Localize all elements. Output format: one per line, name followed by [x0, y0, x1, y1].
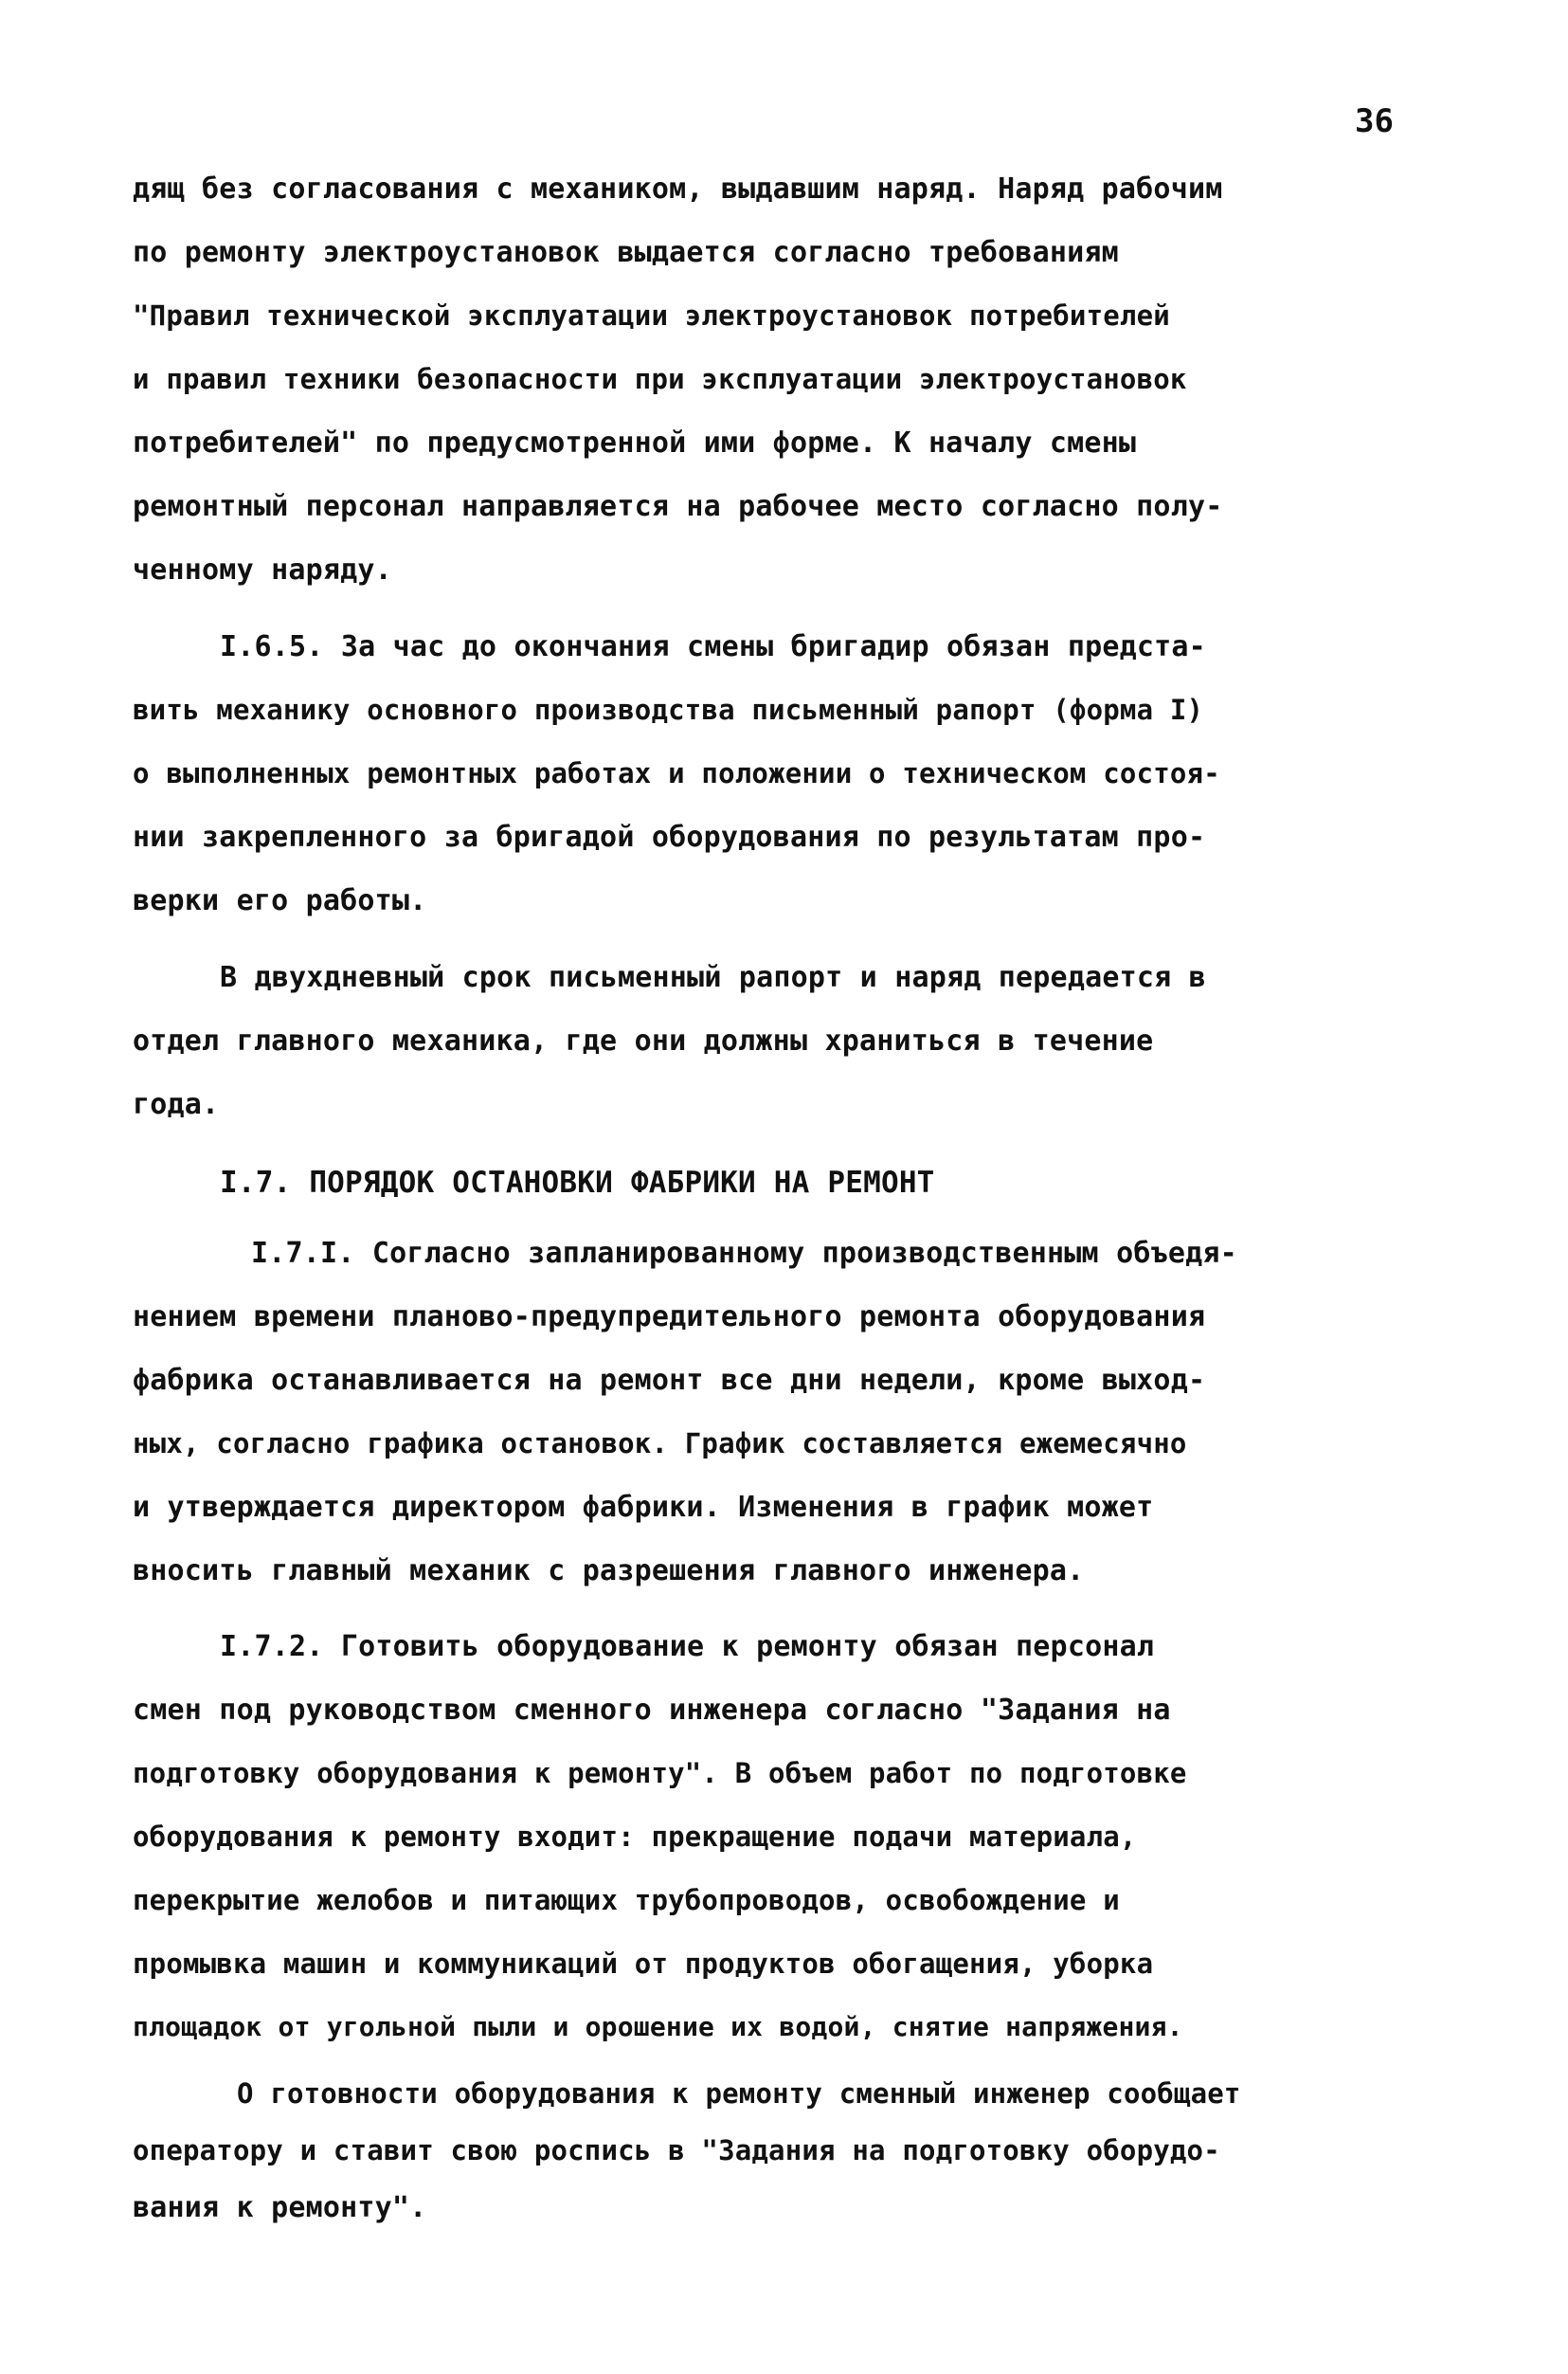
page-number: 36 — [1355, 102, 1394, 140]
text-line: фабрика останавливается на ремонт все дни недели, кроме выход- — [133, 1364, 1206, 1397]
text-line: I.6.5. За час до окончания смены бригадир обязан предста- — [220, 630, 1206, 663]
text-line: и правил техники безопасности при эксплуатации электроустановок — [133, 363, 1187, 395]
text-line: отдел главного механика, где они должны храниться в течение — [133, 1024, 1154, 1058]
text-line: перекрытие желобов и питающих трубопроводов, освобождение и — [133, 1884, 1120, 1916]
text-line: промывка машин и коммуникаций от продуктов обогащения, уборка — [133, 1948, 1154, 1980]
text-line: вания к ремонту". — [133, 2191, 427, 2224]
text-line: дящ без согласования с механиком, выдавшим наряд. Наряд рабочим — [133, 172, 1223, 206]
text-line: нии закрепленного за бригадой оборудования по результатам про- — [133, 821, 1206, 854]
section-heading: I.7. ПОРЯДОК ОСТАНОВКИ ФАБРИКИ НА РЕМОНТ — [220, 1166, 935, 1200]
text-line: подготовку оборудования к ремонту". В объем работ по подготовке — [133, 1757, 1187, 1789]
text-line: I.7.I. Согласно запланированному производственным объедя- — [251, 1237, 1237, 1270]
text-line: I.7.2. Готовить оборудование к ремонту обязан персонал — [220, 1630, 1155, 1663]
text-line: потребителей" по предусмотренной ими форме. К началу смены — [133, 426, 1137, 460]
text-line: О готовности оборудования к ремонту сменный инженер сообщает — [237, 2077, 1241, 2110]
text-line: В двухдневный срок письменный рапорт и наряд передается в — [220, 961, 1206, 994]
text-line: смен под руководством сменного инженера согласно "Задания на — [133, 1694, 1171, 1727]
text-line: ремонтный персонал направляется на рабочее место согласно полу- — [133, 490, 1223, 523]
text-line: ченному наряду. — [133, 553, 392, 587]
text-line: площадок от угольной пыли и орошение их водой, снятие напряжения. — [133, 2011, 1183, 2042]
text-line: верки его работы. — [133, 884, 427, 917]
text-line: и утверждается директором фабрики. Изменения в график может — [133, 1491, 1154, 1524]
text-line: ных, согласно графика остановок. График составляется ежемесячно — [133, 1427, 1187, 1459]
text-line: нением времени планово-предупредительного ремонта оборудования — [133, 1300, 1206, 1333]
text-line: вносить главный механик с разрешения главного инженера. — [133, 1554, 1085, 1587]
text-line: оператору и ставит свою роспись в "Задания на подготовку оборудо- — [133, 2134, 1220, 2166]
text-line: вить механику основного производства письменный рапорт (форма I) — [133, 694, 1204, 726]
text-line: оборудования к ремонту входит: прекращение подачи материала, — [133, 1821, 1137, 1853]
text-line: года. — [133, 1088, 220, 1121]
text-line: по ремонту электроустановок выдается согласно требованиям — [133, 236, 1119, 269]
text-line: "Правил технической эксплуатации электроустановок потребителей — [133, 299, 1170, 332]
text-line: о выполненных ремонтных работах и положении о техническом состоя- — [133, 757, 1220, 789]
